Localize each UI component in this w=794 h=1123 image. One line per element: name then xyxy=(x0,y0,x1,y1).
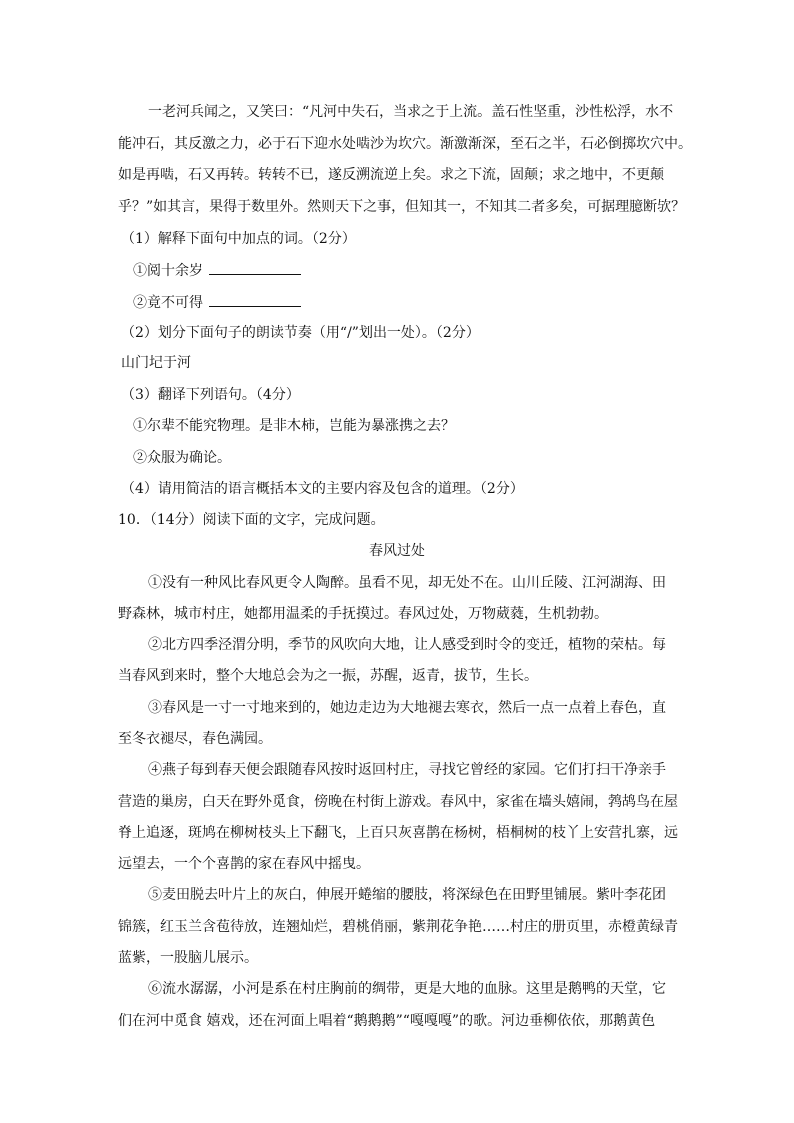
essay-line: ④燕子每到春天便会跟随春风按时返回村庄，寻找它曾经的家园。它们打扫干净亲手 xyxy=(148,762,666,778)
essay-line: 野森林，城市村庄，她都用温柔的手抚摸过。春风过处，万物葳蕤，生机勃勃。 xyxy=(118,606,608,622)
answer-blank[interactable] xyxy=(209,292,301,307)
question-1-item-text: ①阅十余岁 xyxy=(133,263,203,279)
essay-line: ⑥流水潺潺，小河是系在村庄胸前的绸带，更是大地的血脉。这里是鹅鸭的天堂，它 xyxy=(148,981,666,997)
passage-line: 乎？”如其言，果得于数里外。然则天下之事，但知其一，不知其二者多矣，可据理臆断欤？ xyxy=(118,199,686,215)
essay-line: 远望去，一个个喜鹊的家在春风中摇曳。 xyxy=(118,856,370,872)
passage-line: 一老河兵闻之，又笑曰：“凡河中失石，当求之于上流。盖石性坚重，沙性松浮，水不 xyxy=(148,104,674,120)
passage-line: 能冲石，其反激之力，必于石下迎水处啮沙为坎穴。渐激渐深，至石之半，石必倒掷坎穴中。 xyxy=(118,136,692,152)
essay-line: 至冬衣褪尽，春色满园。 xyxy=(118,731,272,747)
question-3-item: ②众服为确论。 xyxy=(133,450,231,466)
question-2-sentence: 山门圮于河 xyxy=(121,355,191,371)
answer-blank[interactable] xyxy=(209,260,301,275)
question-3-prompt: （3）翻译下列语句。（4分） xyxy=(121,387,300,403)
question-2-prompt: （2）划分下面句子的朗读节奏（用“/”划出一处）。（2分） xyxy=(121,325,480,341)
essay-line: 脊上追逐，斑鸠在柳树枝头上下翻飞，上百只灰喜鹊在杨树，梧桐树的枝丫上安营扎寨，远 xyxy=(118,825,678,841)
essay-line: ⑤麦田脱去叶片上的灰白，伸展开蜷缩的腰肢，将深绿色在田野里铺展。紫叶李花团 xyxy=(148,887,666,903)
question-10-heading: 10．（14分）阅读下面的文字，完成问题。 xyxy=(118,512,385,528)
essay-line: 营造的巢房，白天在野外觅食，傍晚在村街上游戏。春风中，家雀在墙头嬉闹，鹁鸪鸟在屋 xyxy=(118,794,678,810)
essay-line: ①没有一种风比春风更令人陶醉。虽看不见，却无处不在。山川丘陵、江河湖海、田 xyxy=(148,575,666,591)
essay-line: ③春风是一寸一寸地来到的，她边走边为大地褪去寒衣，然后一点一点着上春色，直 xyxy=(148,700,666,716)
question-1-item-text: ②竟不可得 xyxy=(133,295,203,311)
passage-line: 如是再啮，石又再转。转转不已，遂反溯流逆上矣。求之下流，固颠；求之地中，不更颠 xyxy=(118,167,664,183)
question-4-prompt: （4）请用简洁的语言概括本文的主要内容及包含的道理。（2分） xyxy=(121,481,524,497)
essay-line: 们在河中觅食 嬉戏，还在河面上唱着“鹅鹅鹅”“嘎嘎嘎”的歌。河边垂柳依依，那鹅黄色 xyxy=(118,1013,656,1029)
essay-line: 蓝紫，一股脑儿展示。 xyxy=(118,950,258,966)
question-1-prompt: （1）解释下面句中加点的词。（2分） xyxy=(121,231,356,247)
question-1-item xyxy=(133,292,301,313)
question-1-item xyxy=(133,260,301,281)
essay-line: 当春风到来时，整个大地总会为之一振，苏醒，返青，拔节，生长。 xyxy=(118,668,538,684)
essay-line: ②北方四季泾渭分明，季节的风吹向大地，让人感受到时令的变迁，植物的荣枯。每 xyxy=(148,637,666,653)
essay-line: 锦簇，红玉兰含苞待放，连翘灿烂，碧桃俏丽，紫荆花争艳……村庄的册页里，赤橙黄绿青 xyxy=(118,919,678,935)
question-3-item: ①尔辈不能究物理。是非木柿，岂能为暴涨携之去？ xyxy=(133,418,455,434)
essay-title: 春风过处 xyxy=(369,543,425,559)
